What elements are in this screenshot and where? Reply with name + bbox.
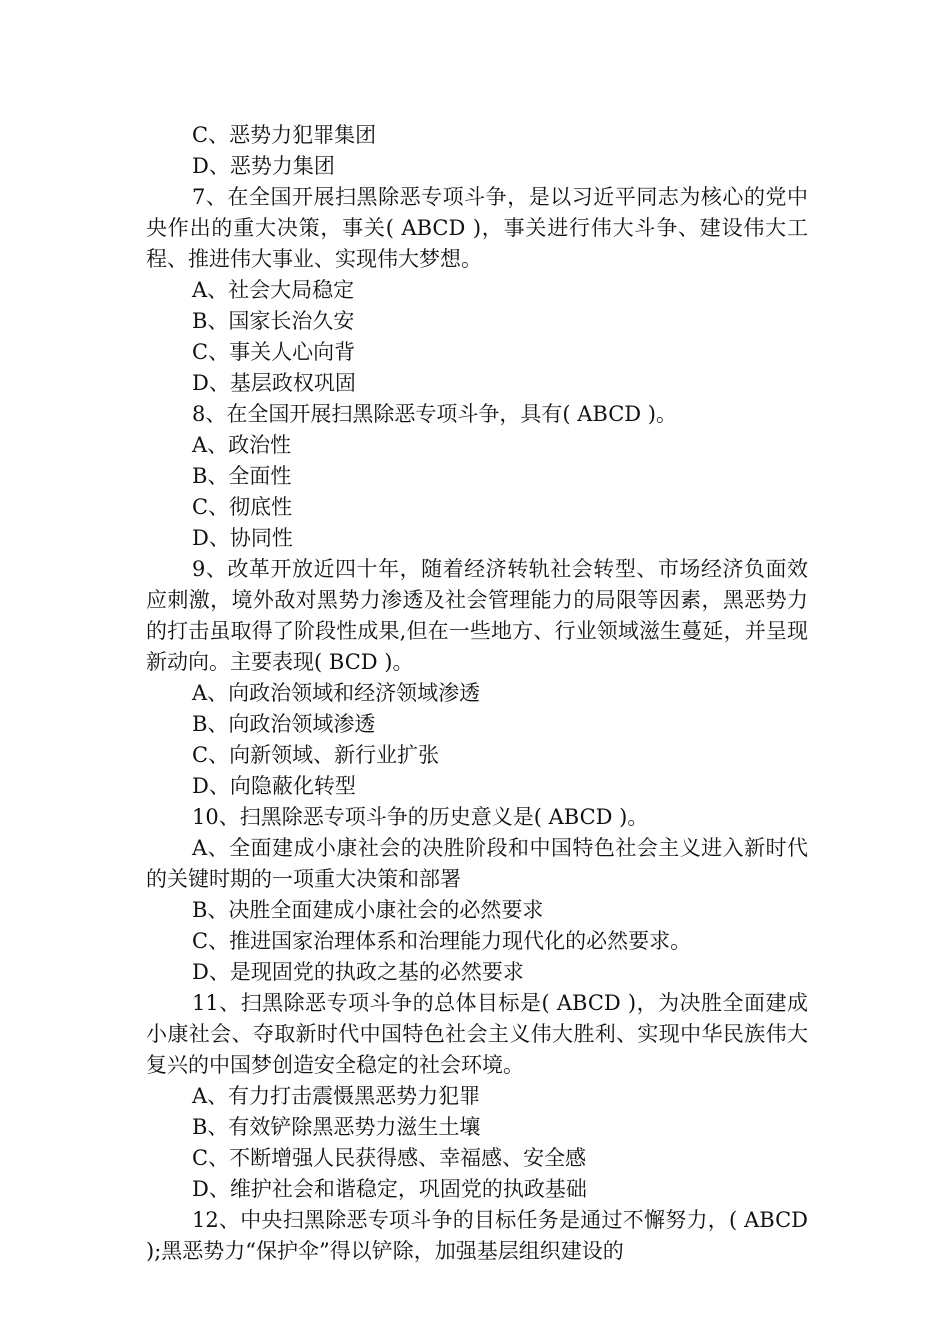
option-line: C、向新领域、新行业扩张 [192, 743, 440, 767]
option-line: B、全面性 [192, 464, 292, 488]
option-line: C、彻底性 [192, 495, 293, 519]
option-line: B、决胜全面建成小康社会的必然要求 [192, 898, 544, 922]
option-line: A、政治性 [192, 433, 292, 457]
question-paragraph: 12、中央扫黑除恶专项斗争的目标任务是通过不懈努力，( ABCD );黑恶势力“保护伞”得以铲除，加强基层组织建设的 [146, 1208, 808, 1263]
option-line: C、不断增强人民获得感、幸福感、安全感 [192, 1146, 587, 1170]
option-line: B、有效铲除黑恶势力滋生土壤 [192, 1115, 481, 1139]
document-page [146, 120, 808, 1267]
option-line: A、社会大局稳定 [192, 278, 355, 302]
question-paragraph: 11、扫黑除恶专项斗争的总体目标是( ABCD )，为决胜全面建成小康社会、夺取新时代中国特色社会主义伟大胜利、实现中华民族伟大复兴的中国梦创造安全稳定的社会环境。 [146, 991, 808, 1077]
option-line: B、国家长治久安 [192, 309, 355, 333]
option-line: C、推进国家治理体系和治理能力现代化的必然要求。 [192, 929, 692, 953]
question-paragraph: 8、在全国开展扫黑除恶专项斗争，具有( ABCD )。 [192, 402, 677, 426]
option-line: C、恶势力犯罪集团 [192, 123, 377, 147]
option-line: D、恶势力集团 [192, 154, 335, 178]
option-line: A、向政治领域和经济领域渗透 [192, 681, 481, 705]
option-line: A、有力打击震慑黑恶势力犯罪 [192, 1084, 481, 1108]
option-line: D、是现固党的执政之基的必然要求 [192, 960, 524, 984]
option-paragraph: A、全面建成小康社会的决胜阶段和中国特色社会主义进入新时代的关键时期的一项重大决策和部署 [146, 836, 808, 891]
question-paragraph: 9、改革开放近四十年，随着经济转轨社会转型、市场经济负面效应刺激，境外敌对黑势力渗透及社会管理能力的局限等因素，黑恶势力的打击虽取得了阶段性成果,但在一些地方、行业领域滋生蔓延，并呈现新动向。主要表现( BCD )。 [146, 557, 808, 674]
question-paragraph: 7、在全国开展扫黑除恶专项斗争，是以习近平同志为核心的党中央作出的重大决策，事关( ABCD )，事关进行伟大斗争、建设伟大工程、推进伟大事业、实现伟大梦想。 [146, 185, 808, 271]
option-line: D、协同性 [192, 526, 293, 550]
option-line: D、维护社会和谐稳定，巩固党的执政基础 [192, 1177, 587, 1201]
question-paragraph: 10、扫黑除恶专项斗争的历史意义是( ABCD )。 [192, 805, 649, 829]
option-line: D、向隐蔽化转型 [192, 774, 356, 798]
option-line: B、向政治领域渗透 [192, 712, 376, 736]
option-line: D、基层政权巩固 [192, 371, 356, 395]
option-line: C、事关人心向背 [192, 340, 356, 364]
